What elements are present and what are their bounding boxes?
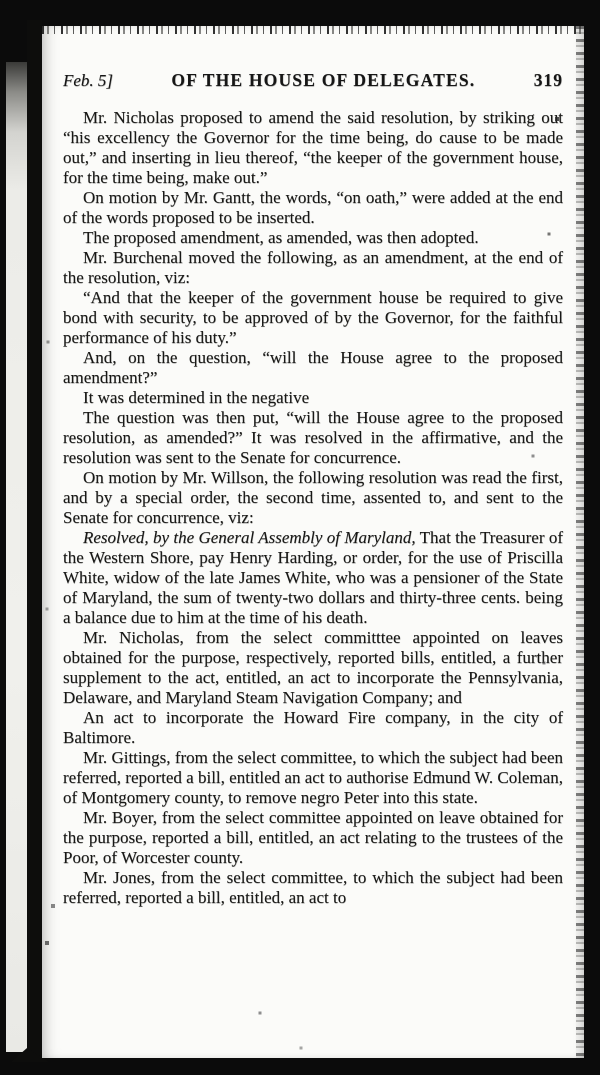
paragraph: The question was then put, “will the House agree to the proposed resolution, as amended?” It was resolved in the affirmative, and the resolution was sent to the Senate for concurrence.: [63, 408, 563, 467]
scan-noise-specks: [0, 0, 2, 2]
paragraph-resolution: [63, 528, 563, 628]
paragraph: Mr. Nicholas proposed to amend the said resolution, by striking out “his excellency the Governor for the time being, do cause to be made out,” and inserting in lieu thereof, “the keeper of the government house, for the time being, make out.”: [63, 108, 563, 187]
paragraph: Mr. Boyer, from the select committee appointed on leave obtained for the purpose, reported a bill, entitled, an act relating to the trustees of the Poor, of Worcester county.: [63, 808, 563, 867]
paragraph: And, on the question, “will the House agree to the proposed amendment?”: [63, 348, 563, 387]
paragraph: It was determined in the negative: [83, 388, 310, 407]
scanner-bed-margin: [6, 62, 28, 1052]
paragraph: Mr. Jones, from the select committee, to which the subject had been referred, reported a bill, entitled, an act to: [63, 868, 563, 907]
page-body: [63, 108, 563, 908]
paragraph: An act to incorporate the Howard Fire company, in the city of Baltimore.: [63, 708, 563, 747]
resolution-body: That the Treasurer of the Western Shore, pay Henry Harding, or order, for the use of Priscilla White, widow of the late James White, who was a pensioner of the State of Maryland, the sum of twenty-two dollars and thirty-three cents. being a balance due to him at the time of his death.: [63, 528, 563, 627]
paragraph: Mr. Gittings, from the select committee, to which the subject had been referred, reported a bill, entitled an act to authorise Edmund W. Coleman, of Montgomery county, to remove negro Peter into this state.: [63, 748, 563, 807]
paragraph: “And that the keeper of the government house be required to give bond with security, to be approved of by the Governor, for the faithful performance of his duty.”: [63, 288, 563, 347]
torn-edge-top: [42, 26, 584, 34]
header-date: Feb. 5]: [63, 71, 114, 90]
page-title: OF THE HOUSE OF DELEGATES.: [171, 70, 476, 90]
paragraph: Mr. Nicholas, from the select committtee appointed on leaves obtained for the purpose, respectively, reported bills, entitled, a further supplement to the act, entitled, an act to incorporate the Pennsylvania, Delaware, and Maryland Steam Navigation Company; and: [63, 628, 563, 707]
book-gutter-shadow: [27, 20, 42, 1062]
paragraph: Mr. Burchenal moved the following, as an amendment, at the end of the resolution, viz:: [63, 248, 563, 287]
paragraph: The proposed amendment, as amended, was then adopted.: [83, 228, 479, 247]
resolution-italic-lead: Resolved, by the General Assembly of Maryland,: [83, 528, 416, 547]
paragraph: On motion by Mr. Willson, the following resolution was read the first, and by a special order, the second time, assented to, and sent to the Senate for concurrence, viz:: [63, 468, 563, 527]
running-header: [63, 70, 563, 91]
page-number: 319: [533, 70, 563, 90]
document-page: [42, 26, 584, 1058]
ragged-edge-right: [576, 26, 584, 1058]
paragraph: On motion by Mr. Gantt, the words, “on oath,” were added at the end of the words proposed to be inserted.: [63, 188, 563, 227]
